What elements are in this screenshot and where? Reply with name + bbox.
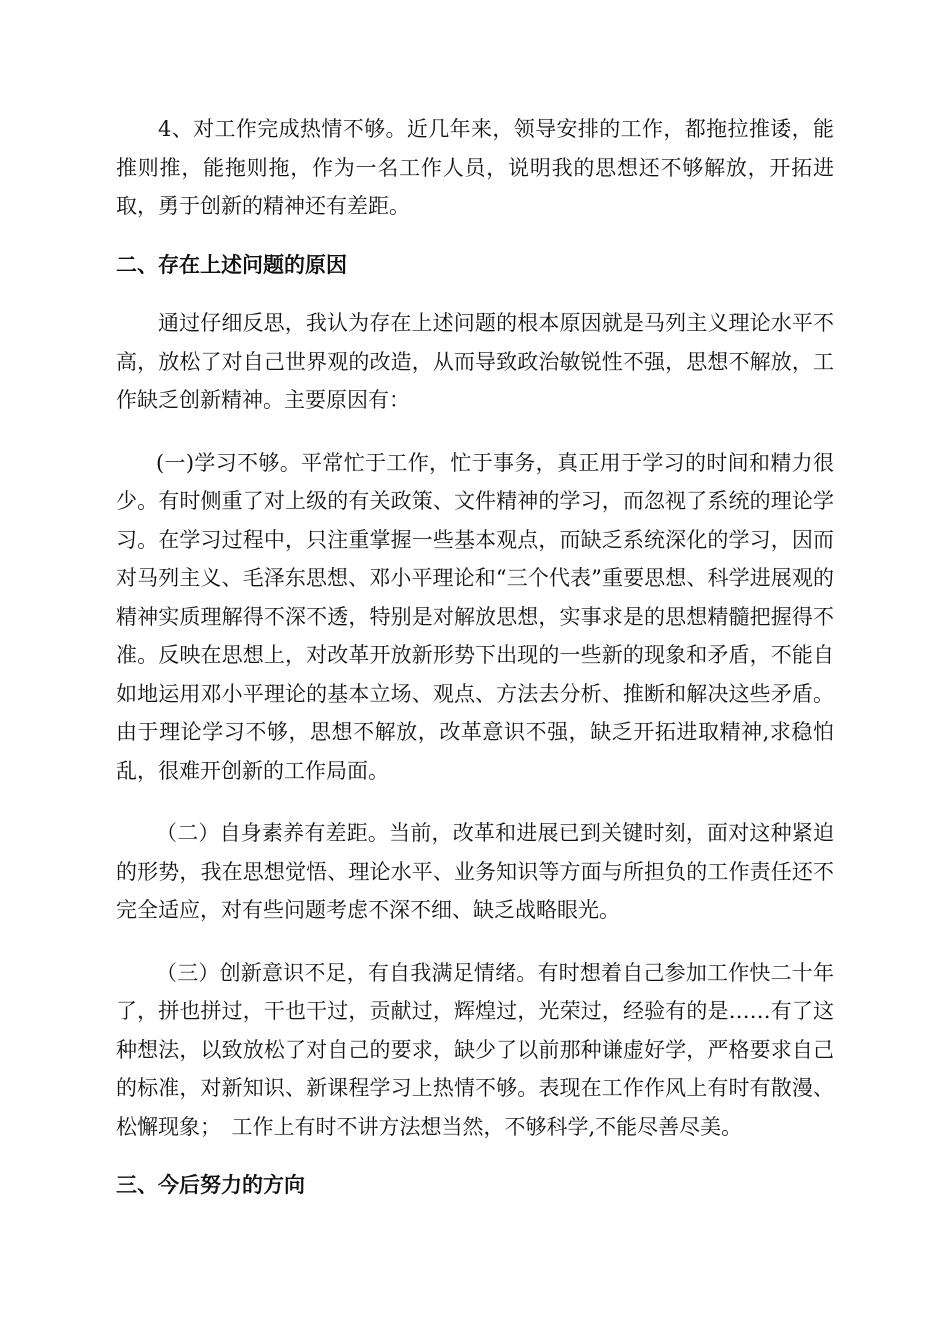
section-heading-direction: 三、今后努力的方向 bbox=[116, 1173, 305, 1197]
document-page bbox=[116, 110, 834, 1205]
paragraph-causes-intro: 通过仔细反思，我认为存在上述问题的根本原因就是马列主义理论水平不高，放松了对自己世界观的改造，从而导致政治敏锐性不强，思想不解放，工作缺乏创新精神。主要原因有： bbox=[116, 311, 834, 412]
paragraph-point-4: 4、对工作完成热情不够。近几年来，领导安排的工作，都拖拉推诿，能推则推，能拖则拖，作为一名工作人员，说明我的思想还不够解放，开拓进取，勇于创新的精神还有差距。 bbox=[116, 117, 834, 218]
paragraph-cause-1: (一)学习不够。平常忙于工作，忙于事务，真正用于学习的时间和精力很少。有时侧重了对上级的有关政策、文件精神的学习，而忽视了系统的理论学习。在学习过程中，只注重掌握一些基本观点，而缺乏系统深化的学习，因而对马列主义、毛泽东思想、邓小平理论和“三个代表”重要思想、科学进展观的精神实质理解得不深不透，特别是对解放思想，实事求是的思想精髓把握得不准。反映在思想上，对改革开放新形势下出现的一些新的现象和矛盾，不能自如地运用邓小平理论的基本立场、观点、方法去分析、推断和解决这些矛盾。由于理论学习不够，思想不解放，改革意识不强，缺乏开拓进取精神,求稳怕乱，很难开创新的工作局面。 bbox=[116, 450, 834, 783]
paragraph-cause-2: （二）自身素养有差距。当前，改革和进展已到关键时刻，面对这种紧迫的形势，我在思想觉悟、理论水平、业务知识等方面与所担负的工作责任还不完全适应，对有些问题考虑不深不细、缺乏战略眼光。 bbox=[116, 821, 834, 922]
section-heading-causes: 二、存在上述问题的原因 bbox=[116, 252, 347, 277]
paragraph-cause-3: （三）创新意识不足，有自我满足情绪。有时想着自己参加工作快二十年了，拼也拼过，干也干过，贡献过，辉煌过，光荣过，经验有的是……有了这种想法，以致放松了对自己的要求，缺少了以前那种谦虚好学，严格要求自己的标准，对新知识、新课程学习上热情不够。表现在工作作风上有时有散漫、松懈现象； 工作上有时不讲方法想当然，不够科学,不能尽善尽美。 bbox=[116, 960, 834, 1139]
